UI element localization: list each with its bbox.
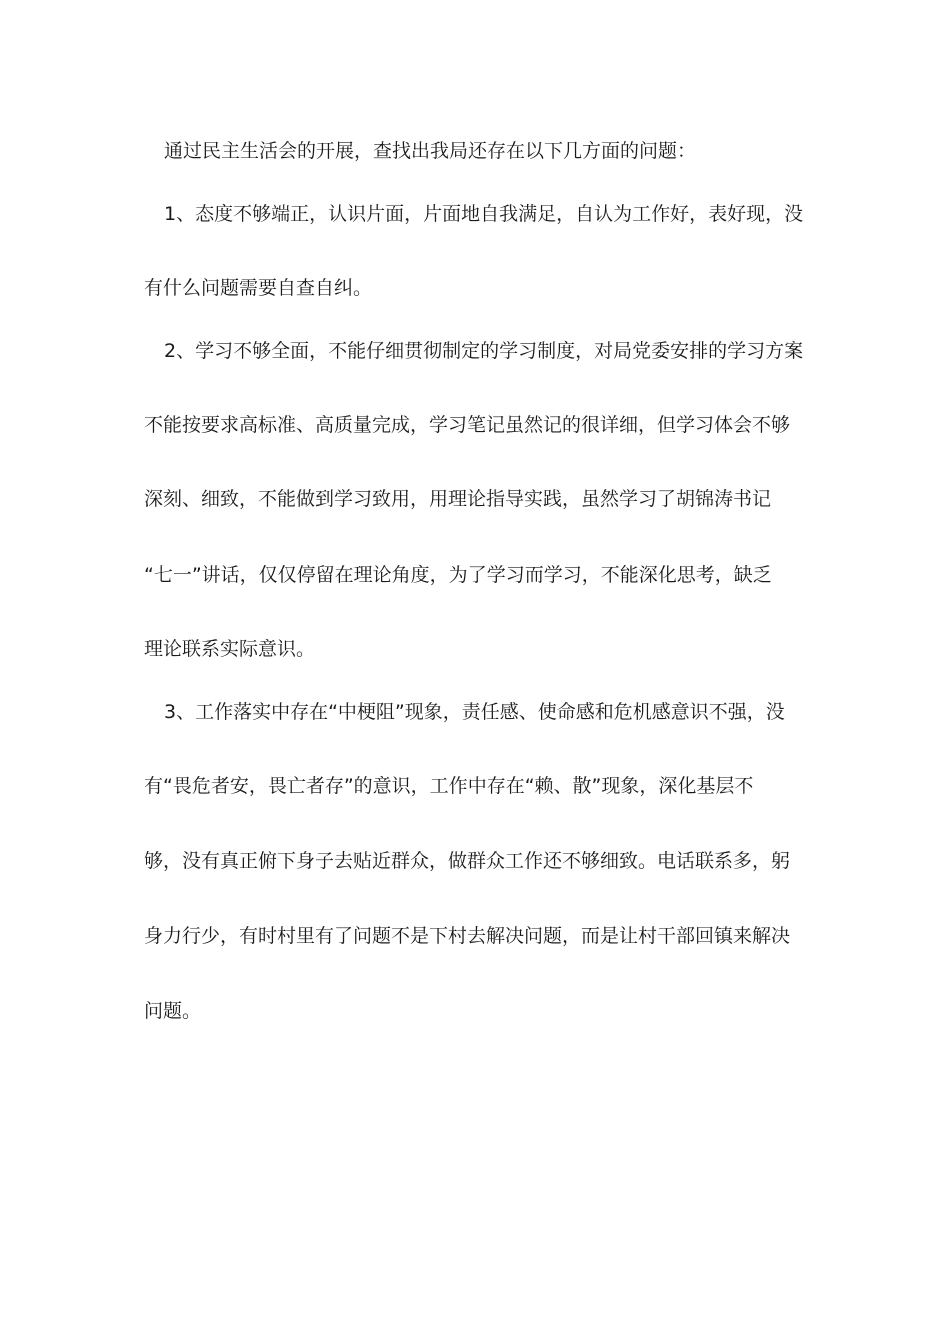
item-1-line-2: 有什么问题需要自查自纠。 — [144, 277, 373, 299]
item-2-line-1: 2、学习不够全面，不能仔细贯彻制定的学习制度，对局党委安排的学习方案 — [164, 340, 804, 362]
item-3-line-5: 问题。 — [144, 1000, 202, 1022]
item-3-line-1: 3、工作落实中存在“中梗阻”现象，责任感、使命感和危机感意识不强，没 — [164, 701, 785, 723]
item-3-line-2: 有“畏危者安，畏亡者存”的意识，工作中存在“赖、散”现象，深化基层不 — [144, 775, 754, 797]
item-2-line-5: 理论联系实际意识。 — [144, 638, 316, 660]
intro-line: 通过民主生活会的开展，查找出我局还存在以下几方面的问题： — [164, 140, 697, 162]
item-2-line-4: “七一”讲话，仅仅停留在理论角度，为了学习而学习，不能深化思考，缺乏 — [144, 564, 772, 586]
item-3-line-3: 够，没有真正俯下身子去贴近群众，做群众工作还不够细致。电话联系多，躬 — [144, 850, 791, 872]
item-2-line-2: 不能按要求高标准、高质量完成，学习笔记虽然记的很详细，但学习体会不够 — [144, 414, 791, 436]
item-3-line-4: 身力行少，有时村里有了问题不是下村去解决问题，而是让村干部回镇来解决 — [144, 925, 791, 947]
item-2-line-3: 深刻、细致，不能做到学习致用，用理论指导实践，虽然学习了胡锦涛书记 — [144, 488, 772, 510]
item-1-line-1: 1、态度不够端正，认识片面，片面地自我满足，自认为工作好，表好现，没 — [164, 203, 804, 225]
